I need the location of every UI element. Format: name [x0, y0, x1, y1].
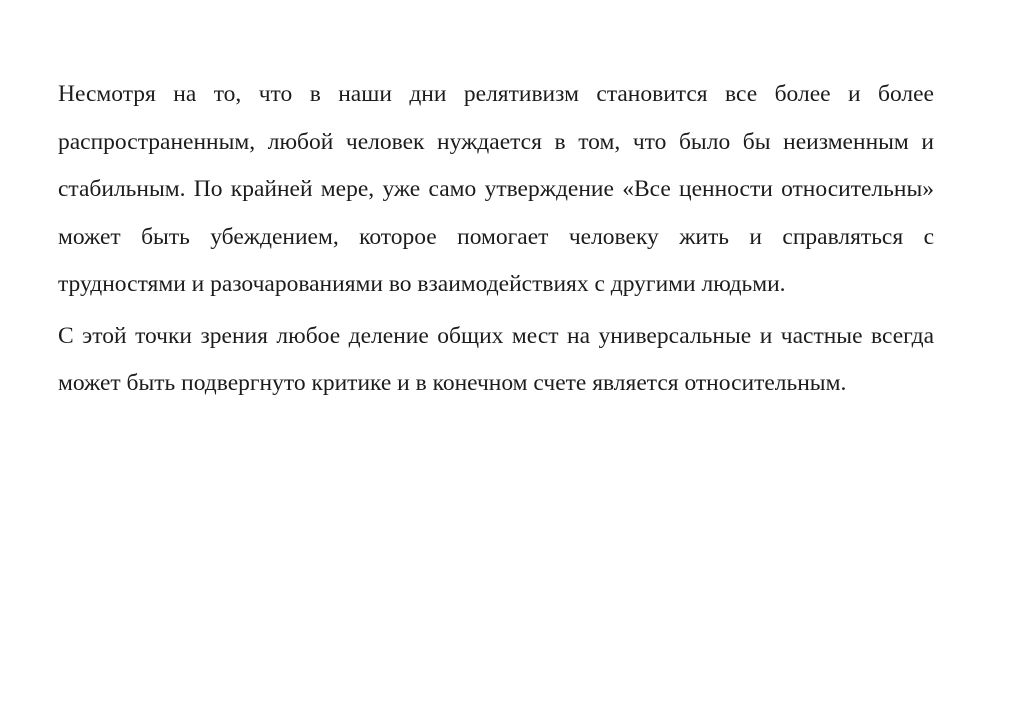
paragraph-common-places: С этой точки зрения любое деление общих мест на универсальные и частные всегда может быть подвергнуто критике и в конечном счете является относительным. — [58, 322, 934, 396]
paragraph-relativism: Несмотря на то, что в наши дни релятивизм становится все более и более распространенным, любой человек нуждается в том, что было бы неизменным и стабильным. По крайней мере, уже само утверждение «Все ценности относительны» может быть убеждением, которое помогает человеку жить и справляться с трудностями и разочарованиями во взаимодействиях с другими людьми. — [58, 81, 934, 297]
document-body — [58, 71, 934, 408]
